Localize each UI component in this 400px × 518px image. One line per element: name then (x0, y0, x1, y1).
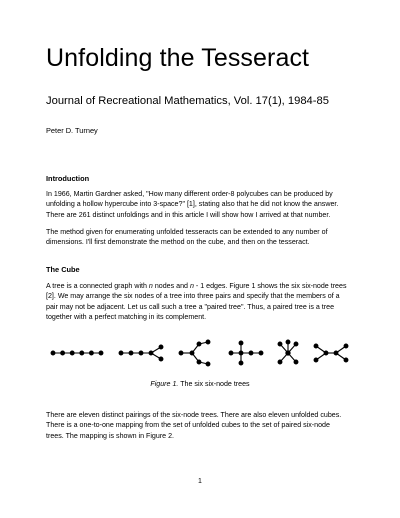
text-line: There are eleven distinct pairings of the six-node trees. There are also eleven unfolded cubes. (46, 411, 342, 419)
page-number: 1 (198, 478, 202, 485)
text-run: nodes and (152, 282, 190, 290)
cube-paragraph-2 (46, 410, 362, 441)
caption-text: The six six-node trees (178, 380, 250, 388)
page-title: Unfolding the Tesseract (46, 44, 310, 72)
variable-n: n (148, 282, 153, 290)
intro-paragraph-1 (46, 189, 362, 220)
tree-star (278, 340, 298, 364)
author-name: Peter D. Turney (46, 126, 98, 135)
text-line: The method given for enumerating unfolded tesseracts can be extended to any number of (46, 228, 328, 236)
tree-spider-fork (179, 340, 210, 366)
variable-n: n (189, 282, 194, 290)
text-run: A tree is a connected graph with (46, 282, 149, 290)
text-line: [2]. We may arrange the six nodes of a tree into three pairs and specify that the members of a (46, 292, 340, 301)
text-line: There is a one-to-one mapping from the set of unfolded cubes to the set of paired six-node (46, 421, 330, 430)
text-line: together with a perfect matching in its complement. (46, 313, 207, 322)
text-line: There are 261 distinct unfoldings and in this article I will show how I arrived at that number. (46, 210, 331, 219)
figure-1-caption (0, 380, 400, 388)
figure-1-trees (40, 336, 370, 370)
text-line: trees. The mapping is shown in Figure 2. (46, 431, 175, 440)
tree-path (51, 351, 103, 355)
section-heading-cube: The Cube (46, 265, 80, 274)
tree-cross-tail (229, 341, 263, 365)
cube-paragraph-1 (46, 281, 362, 323)
text-line: dimensions. I'll first demonstrate the method on the cube, and then on the tesseract. (46, 238, 310, 247)
intro-paragraph-2 (46, 227, 362, 248)
text-line: In 1966, Martin Gardner asked, "How many different order-8 polycubes can be produced by (46, 190, 333, 198)
caption-label: Figure 1. (150, 380, 179, 388)
section-heading-introduction: Introduction (46, 174, 90, 183)
text-line (46, 281, 362, 291)
text-run: - 1 edges. Figure 1 shows the six six-node trees (193, 282, 347, 290)
journal-citation: Journal of Recreational Mathematics, Vol. 17(1), 1984-85 (46, 95, 329, 107)
tree-caterpillar-fork (119, 345, 163, 361)
text-line: unfolding a hollow hypercube into 3-space?" [1], stating also that he did not know the answer. (46, 200, 339, 209)
tree-double-fork (314, 344, 348, 362)
text-line: pair may not be adjacent. Let us call such a tree a "paired tree". Thus, a paired tree is a tree (46, 302, 335, 311)
